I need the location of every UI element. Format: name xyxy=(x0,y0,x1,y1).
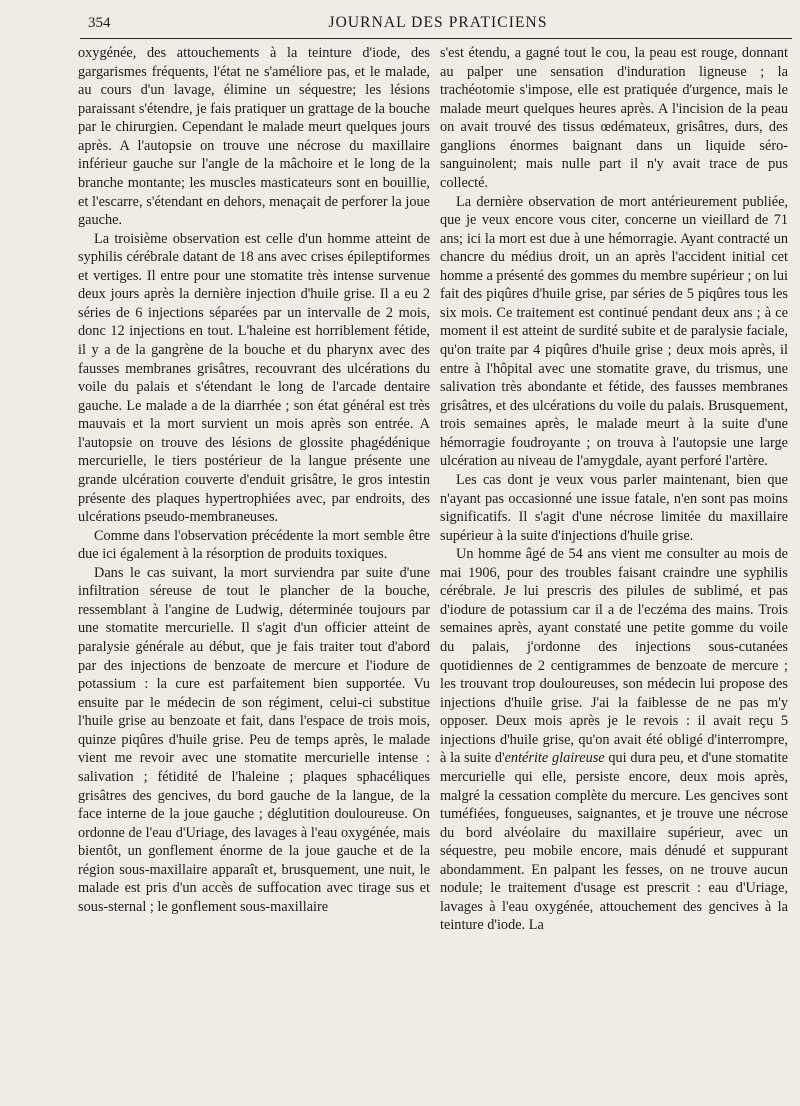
running-title: JOURNAL DES PRATICIENS xyxy=(328,14,548,31)
text-columns xyxy=(74,44,788,1098)
left-column xyxy=(78,44,430,1098)
right-paragraph-4-text-a: Un homme âgé de 54 ans vient me consulter au mois de mai 1906, pour des troubles faisant craindre une syphilis cérébrale. Je lui prescris des pilules de sublimé, et pas d'iodure de potassium car il a de l'eczéma des mains. Trois semaines après, ayant constaté une petite gomme du voile du palais, j'ordonne des injections sous-cutanées quotidiennes de 2 centigrammes de benzoate de mercure ; les trouvant trop douloureuses, son médecin lui propose des injections d'huile grise. J'ai la faiblesse de ne pas m'y opposer. Deux mois après je le revois : il avait reçu 5 injections d'huile grise, qu'on avait été obligé d'interrompre, à la suite d' xyxy=(440,546,788,767)
left-paragraph-3: Comme dans l'observation précédente la mort semble être due ici également à la résorption de produits toxiques. xyxy=(78,527,430,563)
right-paragraph-1: s'est étendu, a gagné tout le cou, la peau est rouge, donnant au palper une sensation d'induration ligneuse ; la trachéotomie s'impose, elle est pratiquée d'urgence, mais le malade meurt quelques heures après. A l'incision de la peau on avait trouvé des tissus œdémateux, grisâtres, durs, des ganglions énormes baignant dans un liquide séro-sanguinolent; mais nulle part il n'y avait trace de pus collecté. xyxy=(440,45,788,191)
right-paragraph-2: La dernière observation de mort antérieurement publiée, que je veux encore vous citer, concerne un vieillard de 71 ans; ici la mort est due à une hémorragie. Ayant contracté un chancre du médius droit, un an après l'accident initial cet homme a présenté des gommes du membre supérieur ; on lui fait des piqûres d'huile grise, par séries de 5 piqûres tous les six mois. Ce traitement est continué pendant deux ans ; à ce moment il est atteint de surdité subite et de paralysie faciale, qu'on traite par 4 piqûres d'huile grise ; deux mois après, il entre à l'hôpital avec une stomatite grave, du trismus, une salivation très abondante et fétide, des fausses membranes grisâtres, et des ulcérations du voile du palais. Brusquement, trois semaines après, le malade meurt à la suite d'une hémorragie foudroyante ; on trouva à l'autopsie une large ulcération au niveau de l'amygdale, ayant perforé l'artère. xyxy=(440,193,788,470)
left-paragraph-4: Dans le cas suivant, la mort surviendra par suite d'une infiltration séreuse de tout le plancher de la bouche, ressemblant à l'angine de Ludwig, déterminée toujours par une stomatite mercurielle. Il s'agit d'un officier atteint de paralysie générale au début, que je fais traiter tout d'abord par des injections de benzoate de mercure et l'iodure de potassium : la cure est parfaitement bien supportée. Vu ensuite par le médecin de son régiment, celui-ci substitue l'huile grise au benzoate et fait, dans l'espace de trois mois, quinze piqûres d'huile grise. Peu de temps après, le malade vient me revoir avec une stomatite mercurielle intense : salivation ; fétidité de l'haleine ; plaques sphacéliques grisâtres des gencives, du bord gauche de la langue, de la face interne de la joue gauche ; déglutition douloureuse. On ordonne de l'eau d'Uriage, des lavages à l'eau oxygénée, mais bientôt, un gonflement énorme de la joue gauche et de la région sous-maxillaire apparaît et, brusquement, une nuit, le malade est pris d'un accès de suffocation avec tirage sus et sous-sternal ; le gonflement sous-maxillaire xyxy=(78,564,430,915)
right-paragraph-4-text-b: qui dura peu, et d'une stomatite mercurielle qui elle, persiste encore, deux mois après, malgré la cessation complète du mercure. Les gencives sont tuméfiées, fongueuses, saignantes, et je trouve une nécrose du bord alvéolaire du maxillaire supérieur, avec un séquestre, peu mobile encore, mais dénudé et suppurant abondamment. En palpant les fesses, on ne trouve aucun nodule; le traitement d'usage est prescrit : eau d'Uriage, lavages à l'eau oxygénée, attouchement des gencives à la teinture d'iode. La xyxy=(440,750,788,934)
right-column xyxy=(440,44,788,1098)
italic-term: entérite glaireuse xyxy=(504,750,605,767)
header-rule xyxy=(80,38,792,39)
left-paragraph-2: La troisième observation est celle d'un homme atteint de syphilis cérébrale datant de 18 ans avec crises épileptiformes et vertiges. Il entre pour une stomatite très intense survenue deux jours après la dernière injection d'huile grise. Il a eu 2 séries de 6 injections séparées par un intervalle de 2 mois, donc 12 injections en tout. L'haleine est horriblement fétide, il y a de la gangrène de la bouche et du pharynx avec des fausses membranes grisâtres, recouvrant des ulcérations du voile du palais et s'étendant le long de l'arcade dentaire gauche. Le malade a de la diarrhée ; son état général est très mauvais et la mort survient un mois après son entrée. A l'autopsie on trouve des lésions de glossite phagédénique mercurielle, le tiers postérieur de la langue présente une grande ulcération couverte d'enduit grisâtre, le gros intestin présente des plaques hypertrophiées avec, par endroits, des ulcérations pseudo-membraneuses. xyxy=(78,230,430,526)
left-paragraph-1: oxygénée, des attouchements à la teinture d'iode, des gargarismes fréquents, l'état ne s'améliore pas, et le malade, au cours d'un lavage, élimine un séquestre; les lésions paraissant s'étendre, je fais pratiquer un grattage de la bouche par le chirurgien. Cependant le malade meurt quelques jours après. A l'autopsie on trouve une nécrose du maxillaire inférieur gauche sur l'angle de la mâchoire et le long de la branche montante; les muscles masticateurs sont en bouillie, et l'escarre, s'étendant en dehors, menaçait de perforer la joue gauche. xyxy=(78,45,430,229)
right-paragraph-4 xyxy=(440,545,788,935)
right-paragraph-3: Les cas dont je veux vous parler maintenant, bien que n'ayant pas occasionné une issue fatale, n'en sont pas moins significatifs. Il s'agit d'une nécrose limitée du maxillaire supérieur à la suite d'injections d'huile grise. xyxy=(440,471,788,544)
page-header xyxy=(88,10,788,36)
page-number: 354 xyxy=(88,14,111,31)
